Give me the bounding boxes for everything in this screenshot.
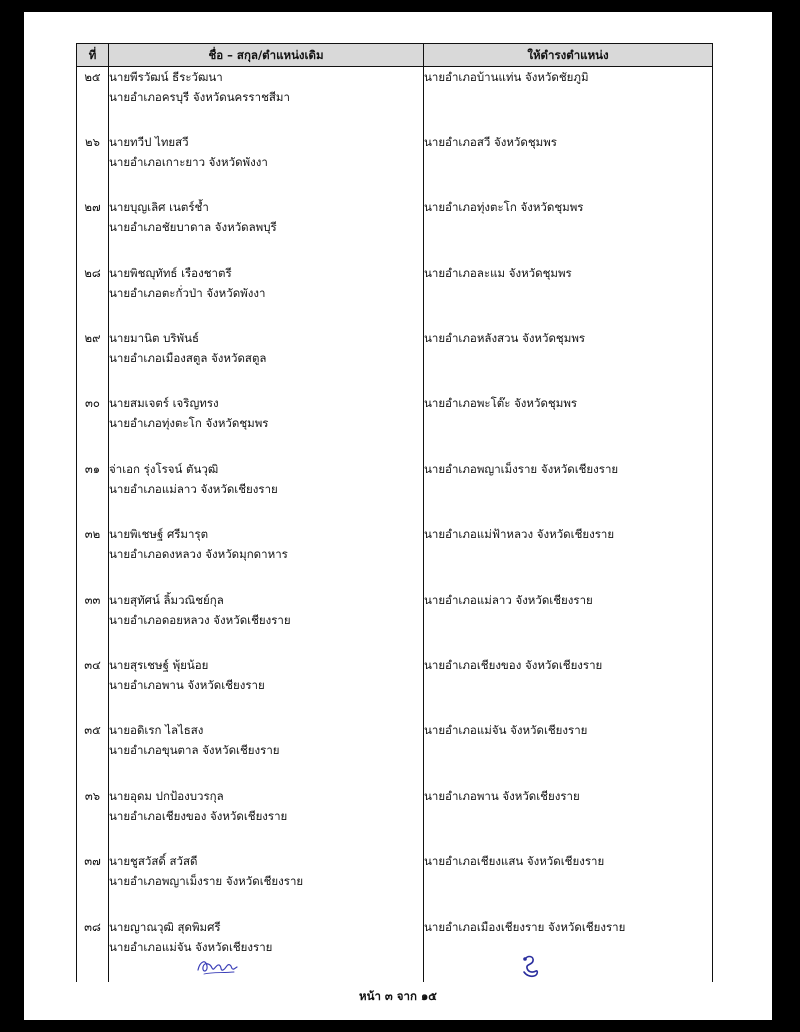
- previous-position: นายอำเภอชัยบาดาล จังหวัดลพบุรี: [109, 220, 277, 235]
- person-name: นายอุดม ปกป้องบวรกุล: [109, 788, 224, 803]
- new-position: นายอำเภอหลังสวน จังหวัดชุมพร: [424, 331, 586, 346]
- signature-initial-right-icon: [518, 953, 542, 979]
- person-name: นายทวีป ไทยสวี: [109, 134, 189, 149]
- person-name: นายชูสวัสดิ์ สวัสดี: [109, 854, 198, 869]
- row-number: ๒๖: [77, 132, 109, 197]
- table-header-row: [77, 44, 713, 67]
- row-number: ๓๒: [77, 524, 109, 589]
- person-name: นายญาณวุฒิ สุดพิมศรี: [109, 919, 221, 934]
- previous-position: นายอำเภอแม่ลาว จังหวัดเชียงราย: [109, 481, 278, 496]
- table-row: [77, 197, 713, 262]
- row-number: ๒๘: [77, 263, 109, 328]
- previous-position: นายอำเภอตะกั่วป่า จังหวัดพังงา: [109, 285, 266, 300]
- table-row: [77, 720, 713, 785]
- row-number: ๓๑: [77, 459, 109, 524]
- cell-old-position: [109, 328, 424, 393]
- table-row: [77, 263, 713, 328]
- new-position: นายอำเภอทุ่งตะโก จังหวัดชุมพร: [424, 200, 584, 215]
- new-position: นายอำเภอแม่จัน จังหวัดเชียงราย: [424, 723, 588, 738]
- cell-old-position: [109, 720, 424, 785]
- signature-initials-left-icon: [194, 953, 240, 977]
- previous-position: นายอำเภอเชียงของ จังหวัดเชียงราย: [109, 808, 288, 823]
- table-row: [77, 328, 713, 393]
- row-number: ๒๕: [77, 67, 109, 132]
- row-number: ๓๓: [77, 590, 109, 655]
- person-name: นายบุญเลิศ เนตร์ช้ำ: [109, 200, 209, 215]
- document-page: [24, 12, 772, 1020]
- cell-new-position: [424, 132, 713, 197]
- new-position: นายอำเภอเชียงแสน จังหวัดเชียงราย: [424, 854, 605, 869]
- cell-new-position: [424, 67, 713, 132]
- table-row: [77, 67, 713, 132]
- table-row: [77, 132, 713, 197]
- cell-old-position: [109, 132, 424, 197]
- cell-new-position: [424, 328, 713, 393]
- table-row: [77, 393, 713, 458]
- person-name: นายพิชญุทัทธ์ เรืองชาตรี: [109, 265, 232, 280]
- appointment-table: [76, 43, 713, 982]
- person-name: นายพีรวัฒน์ ธีระวัฒนา: [109, 70, 223, 84]
- person-name: นายสุรเชษฐ์ พุ้ยน้อย: [109, 658, 209, 673]
- table-row: [77, 524, 713, 589]
- new-position: นายอำเภอพะโต๊ะ จังหวัดชุมพร: [424, 396, 578, 411]
- previous-position: นายอำเภอพญาเม็งราย จังหวัดเชียงราย: [109, 874, 304, 889]
- row-number: ๓๗: [77, 851, 109, 916]
- new-position: นายอำเภอสวี จังหวัดชุมพร: [424, 134, 557, 149]
- table-row: [77, 590, 713, 655]
- cell-new-position: [424, 197, 713, 262]
- previous-position: นายอำเภอแม่จัน จังหวัดเชียงราย: [109, 939, 273, 954]
- cell-old-position: [109, 786, 424, 851]
- previous-position: นายอำเภอเกาะยาว จังหวัดพังงา: [109, 154, 268, 169]
- cell-new-position: [424, 393, 713, 458]
- cell-old-position: [109, 851, 424, 916]
- row-number: ๓๘: [77, 917, 109, 982]
- cell-old-position: [109, 524, 424, 589]
- row-number: ๓๐: [77, 393, 109, 458]
- cell-old-position: [109, 459, 424, 524]
- cell-old-position: [109, 263, 424, 328]
- row-number: ๒๙: [77, 328, 109, 393]
- previous-position: นายอำเภอขุนตาล จังหวัดเชียงราย: [109, 743, 280, 758]
- person-name: นายมานิต บริพันธ์: [109, 331, 200, 346]
- table-body: [77, 67, 713, 982]
- header-old-position: ชื่อ – สกุล/ตำแหน่งเดิม: [109, 44, 424, 67]
- cell-new-position: [424, 524, 713, 589]
- table-row: [77, 655, 713, 720]
- row-number: ๓๖: [77, 786, 109, 851]
- new-position: นายอำเภอบ้านแท่น จังหวัดชัยภูมิ: [424, 70, 589, 84]
- cell-new-position: [424, 263, 713, 328]
- previous-position: นายอำเภอดงหลวง จังหวัดมุกดาหาร: [109, 547, 288, 562]
- new-position: นายอำเภอละแม จังหวัดชุมพร: [424, 265, 572, 280]
- new-position: นายอำเภอพญาเม็งราย จังหวัดเชียงราย: [424, 461, 619, 476]
- cell-old-position: [109, 393, 424, 458]
- cell-old-position: [109, 197, 424, 262]
- new-position: นายอำเภอเมืองเชียงราย จังหวัดเชียงราย: [424, 919, 626, 934]
- previous-position: นายอำเภอเมืองสตูล จังหวัดสตูล: [109, 351, 267, 366]
- person-name: จ่าเอก รุ่งโรจน์ ตันวุฒิ: [109, 461, 219, 476]
- cell-old-position: [109, 655, 424, 720]
- previous-position: นายอำเภอทุ่งตะโก จังหวัดชุมพร: [109, 416, 269, 431]
- row-number: ๒๗: [77, 197, 109, 262]
- person-name: นายพิเชษฐ์ ศรีมารุต: [109, 527, 209, 542]
- table-row: [77, 917, 713, 982]
- cell-new-position: [424, 917, 713, 982]
- previous-position: นายอำเภอดอยหลวง จังหวัดเชียงราย: [109, 612, 291, 627]
- cell-new-position: [424, 655, 713, 720]
- cell-new-position: [424, 720, 713, 785]
- table-row: [77, 459, 713, 524]
- cell-new-position: [424, 590, 713, 655]
- header-no: ที่: [77, 44, 109, 67]
- new-position: นายอำเภอพาน จังหวัดเชียงราย: [424, 788, 580, 803]
- cell-old-position: [109, 67, 424, 132]
- cell-new-position: [424, 459, 713, 524]
- person-name: นายสุทัศน์ ลิ้มวณิชย์กุล: [109, 592, 224, 607]
- previous-position: นายอำเภอพาน จังหวัดเชียงราย: [109, 678, 265, 693]
- cell-new-position: [424, 851, 713, 916]
- row-number: ๓๕: [77, 720, 109, 785]
- row-number: ๓๔: [77, 655, 109, 720]
- header-new-position: ให้ดำรงตำแหน่ง: [424, 44, 713, 67]
- new-position: นายอำเภอเชียงของ จังหวัดเชียงราย: [424, 658, 603, 673]
- person-name: นายสมเจตร์ เจริญทรง: [109, 396, 219, 411]
- person-name: นายอดิเรก ไลไธสง: [109, 723, 204, 738]
- table-row: [77, 786, 713, 851]
- cell-old-position: [109, 917, 424, 982]
- page-number: หน้า ๓ จาก ๑๕: [359, 989, 437, 1003]
- cell-new-position: [424, 786, 713, 851]
- new-position: นายอำเภอแม่ลาว จังหวัดเชียงราย: [424, 592, 593, 607]
- new-position: นายอำเภอแม่ฟ้าหลวง จังหวัดเชียงราย: [424, 527, 615, 542]
- previous-position: นายอำเภอครบุรี จังหวัดนครราชสีมา: [109, 90, 290, 104]
- table-row: [77, 851, 713, 916]
- cell-old-position: [109, 590, 424, 655]
